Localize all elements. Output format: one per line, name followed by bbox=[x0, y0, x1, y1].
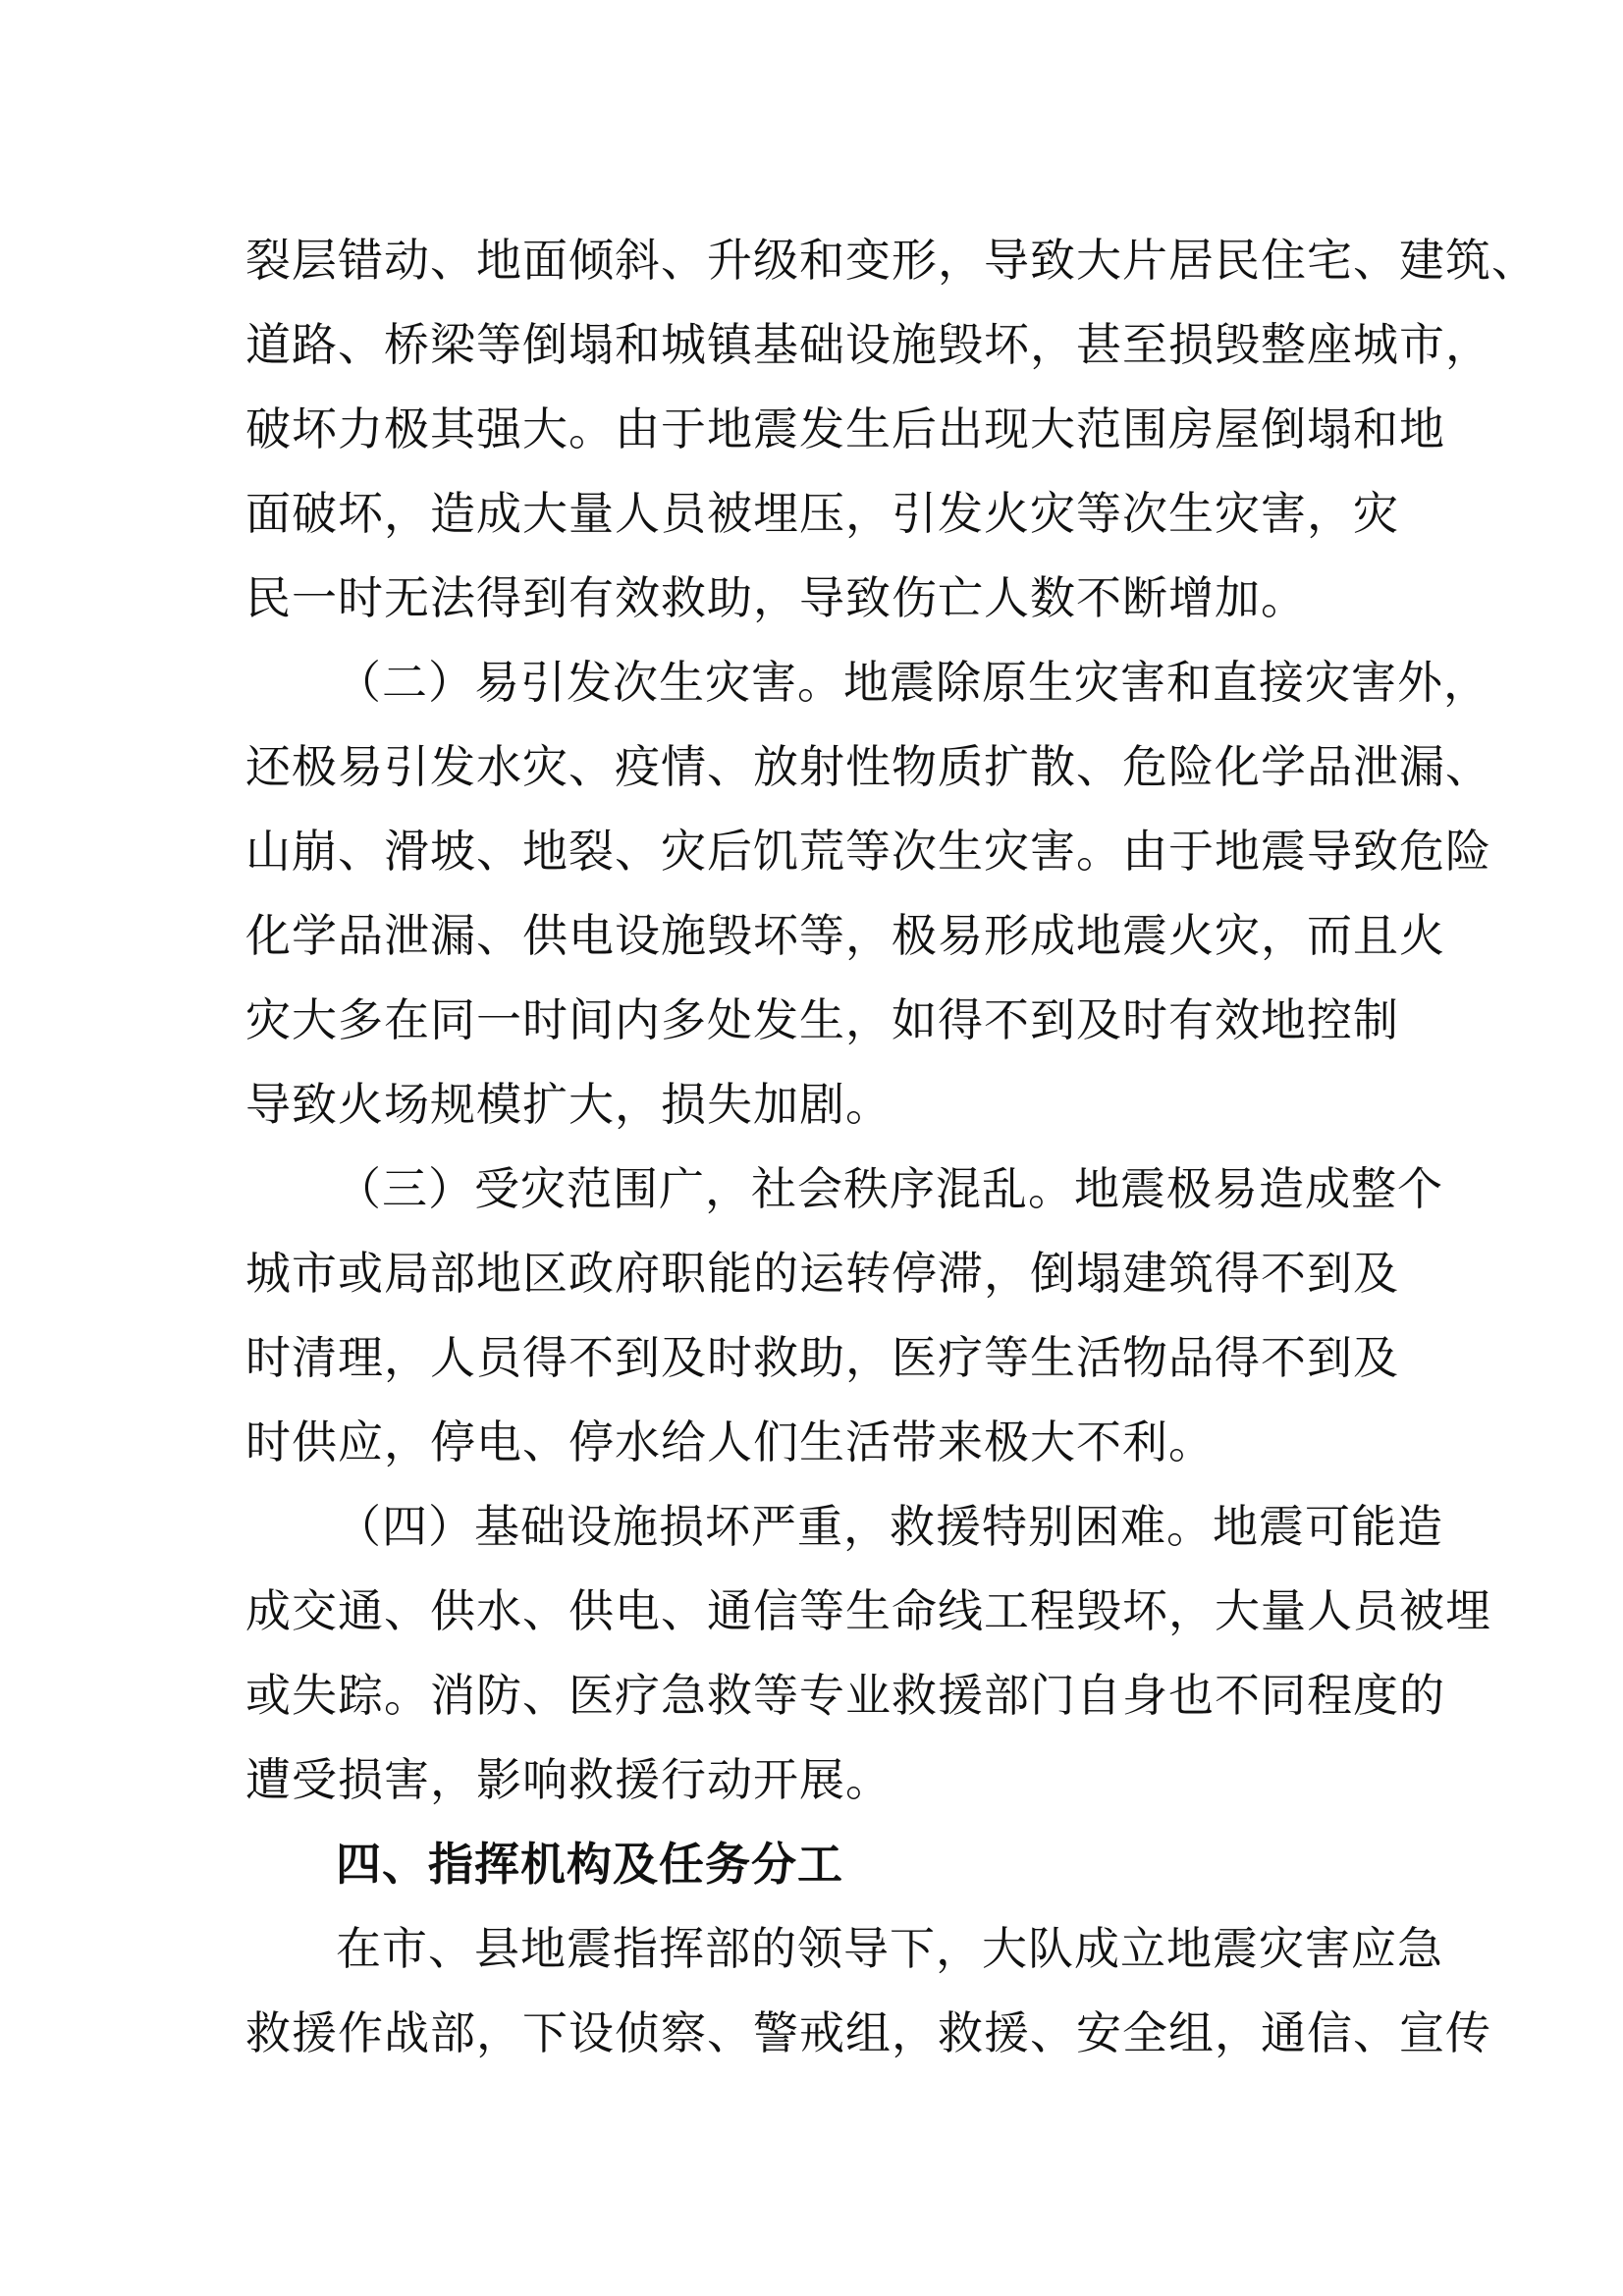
body-line: 城市或局部地区政府职能的运转停滞，倒塌建筑得不到及 bbox=[245, 1247, 1399, 1300]
body-line: 道路、桥梁等倒塌和城镇基础设施毁坏，甚至损毁整座城市， bbox=[245, 318, 1491, 371]
chapter-heading: 四、指挥机构及任务分工 bbox=[336, 1838, 843, 1891]
section-heading-line: （二）易引发次生灾害。地震除原生灾害和直接灾害外， bbox=[336, 656, 1489, 709]
section-heading-line: （三）受灾范围广，社会秩序混乱。地震极易造成整个 bbox=[336, 1162, 1443, 1215]
body-line: 还极易引发水灾、疫情、放射性物质扩散、危险化学品泄漏、 bbox=[245, 740, 1491, 793]
body-line: 山崩、滑坡、地裂、灾后饥荒等次生灾害。由于地震导致危险 bbox=[245, 825, 1491, 878]
body-line: 在市、县地震指挥部的领导下，大队成立地震灾害应急 bbox=[336, 1922, 1443, 1975]
body-line: 时供应，停电、停水给人们生活带来极大不利。 bbox=[245, 1415, 1215, 1468]
body-line: 裂层错动、地面倾斜、升级和变形，导致大片居民住宅、建筑、 bbox=[245, 234, 1538, 287]
body-line: 遭受损害，影响救援行动开展。 bbox=[245, 1753, 892, 1806]
body-line: 民一时无法得到有效救助，导致伤亡人数不断增加。 bbox=[245, 571, 1307, 624]
body-line: 或失踪。消防、医疗急救等专业救援部门自身也不同程度的 bbox=[245, 1669, 1445, 1722]
body-line: 化学品泄漏、供电设施毁坏等，极易形成地震火灾，而且火 bbox=[245, 909, 1445, 962]
body-line: 破坏力极其强大。由于地震发生后出现大范围房屋倒塌和地 bbox=[245, 402, 1445, 455]
body-line: 导致火场规模扩大，损失加剧。 bbox=[245, 1078, 892, 1131]
body-line: 成交通、供水、供电、通信等生命线工程毁坏，大量人员被埋 bbox=[245, 1584, 1491, 1637]
body-line: 面破坏，造成大量人员被埋压，引发火灾等次生灾害，灾 bbox=[245, 487, 1399, 540]
section-heading-line: （四）基础设施损坏严重，救援特别困难。地震可能造 bbox=[336, 1500, 1443, 1553]
body-line: 救援作战部，下设侦察、警戒组，救援、安全组，通信、宣传 bbox=[245, 2006, 1491, 2059]
body-line: 时清理，人员得不到及时救助，医疗等生活物品得不到及 bbox=[245, 1331, 1399, 1384]
body-line: 灾大多在同一时间内多处发生，如得不到及时有效地控制 bbox=[245, 993, 1399, 1046]
